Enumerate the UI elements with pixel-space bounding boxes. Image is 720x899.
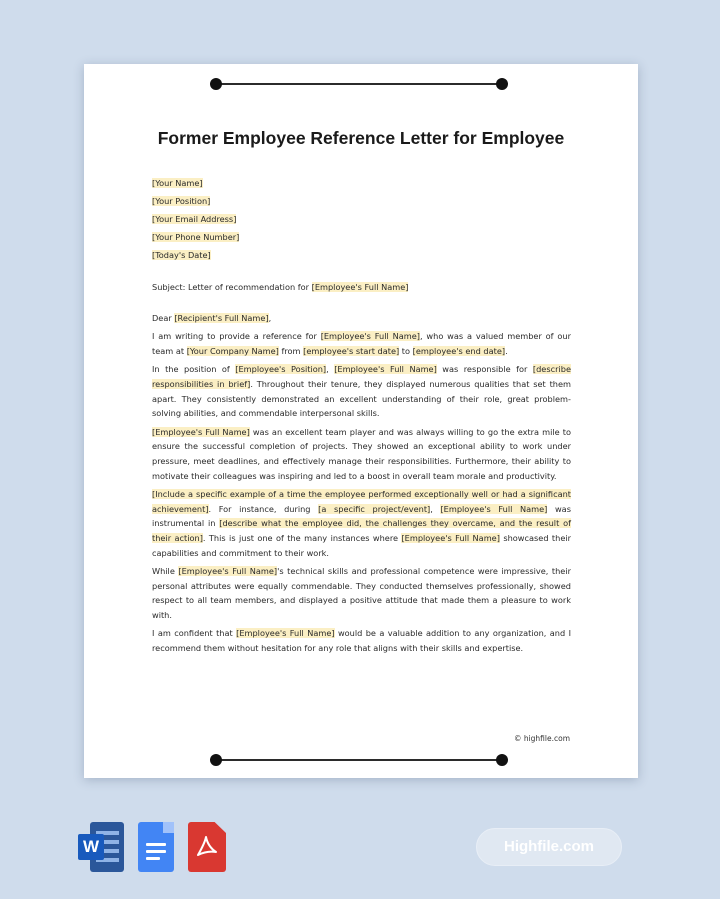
paragraph-text: to (399, 345, 413, 356)
placeholder-text: [Employee's Full Name] (334, 364, 437, 375)
paragraph-text: While (152, 566, 179, 577)
letter-paragraphs (152, 329, 571, 655)
subject-line: Subject: Letter of recommendation for [Employee's Full Name] (152, 282, 409, 292)
placeholder-text: [Employee's Full Name] (236, 628, 335, 639)
letter-paragraph (152, 487, 571, 560)
paragraph-text: was an excellent team player and was always willing to go the extra mile to ensure the successful completion of projects. They showed an exceptional ability to work under pressure, meet deadlines, and effectively manage their responsibilities. Furthermore, their ability to motivate their colleagues was inspiring and led to a boost in overall team morale and productivity. (152, 426, 571, 481)
top-rule (216, 83, 502, 85)
placeholder-text: [employee's start date] (303, 345, 400, 356)
bottom-rule (216, 759, 502, 761)
rule-dot (210, 78, 222, 90)
paragraph-text: from (278, 345, 304, 356)
placeholder-text: [Employee's Full Name] (401, 532, 500, 543)
pdf-icon[interactable] (188, 822, 226, 872)
paragraph-text: showcased their capabilities and commitment to their work. (152, 532, 571, 558)
placeholder-text: [Include a specific example of a time the employee performed exceptionally well or had a significant achievement] (152, 489, 571, 514)
rule-dot (210, 754, 222, 766)
paragraph-text: I am confident that (152, 628, 237, 639)
paragraph-text: . Throughout their tenure, they displayed numerous qualities that set them apart. They consistently demonstrated an excellent understanding of their role, great problem-solving abilities, and commendable interpersonal skills. (152, 378, 572, 419)
placeholder-text: [employee's end date] (412, 345, 506, 356)
placeholder-text: [a specific project/event] (318, 503, 431, 514)
file-format-icons (78, 822, 226, 872)
letter-body (152, 174, 571, 656)
rule-dot (496, 78, 508, 90)
letter-paragraph (152, 362, 571, 420)
paragraph-text: In the position of (152, 364, 236, 375)
letter-paragraph (152, 425, 571, 483)
letter-paragraph (152, 564, 571, 622)
paragraph-text: was instrumental in (152, 503, 571, 529)
google-docs-icon[interactable] (138, 822, 174, 872)
paragraph-text: . This is just one of the many instances where (202, 532, 402, 543)
letter-paragraph (152, 329, 571, 358)
rule-dot (496, 754, 508, 766)
word-letter: W (78, 834, 104, 860)
paragraph-text: , (326, 364, 335, 375)
address-line: [Your Phone Number] (152, 232, 240, 242)
paragraph-text: , (430, 503, 441, 514)
paragraph-text: I am writing to provide a reference for (152, 331, 321, 342)
address-line: [Your Name] (152, 178, 203, 188)
address-line: [Your Position] (152, 196, 211, 206)
paragraph-text: 's technical skills and professional competence were impressive, their personal attributes were equally commendable. They conducted themselves professionally, showed respect to all team members, and displayed a positive attitude that made them a pleasure to work with. (152, 566, 571, 620)
placeholder-text: [Employee's Full Name] (320, 331, 420, 342)
paragraph-text: was responsible for (436, 364, 533, 375)
address-line: [Your Email Address] (152, 214, 237, 224)
document-page (84, 64, 638, 778)
placeholder-text: [Employee's Full Name] (152, 426, 250, 437)
placeholder-text: [describe what the employee did, the challenges they overcame, and the result of their action] (152, 518, 571, 543)
placeholder-text: [Employee's Full Name] (440, 503, 548, 514)
address-line: [Today's Date] (152, 250, 211, 260)
placeholder-text: [Employee's Full Name] (178, 566, 278, 577)
brand-badge[interactable]: Highfile.com (476, 828, 622, 866)
placeholder-text: [describe responsibilities in brief] (152, 364, 571, 389)
paragraph-text: . For instance, during (208, 503, 319, 514)
copyright-footer: © highfile.com (513, 734, 570, 743)
word-icon[interactable] (78, 822, 124, 872)
letter-paragraph (152, 626, 571, 655)
sender-address (152, 174, 571, 264)
placeholder-text: [Employee's Position] (235, 364, 327, 375)
salutation: Dear [Recipient's Full Name], (152, 312, 272, 323)
paragraph-text: would be a valuable addition to any organization, and I recommend them without hesitation for any role that aligns with their skills and expertise. (152, 628, 572, 654)
paragraph-text: , who was a valued member of our team at (152, 331, 571, 356)
paragraph-text: . (505, 345, 508, 356)
placeholder-text: [Your Company Name] (186, 345, 279, 356)
document-title: Former Employee Reference Letter for Employee (157, 128, 565, 148)
